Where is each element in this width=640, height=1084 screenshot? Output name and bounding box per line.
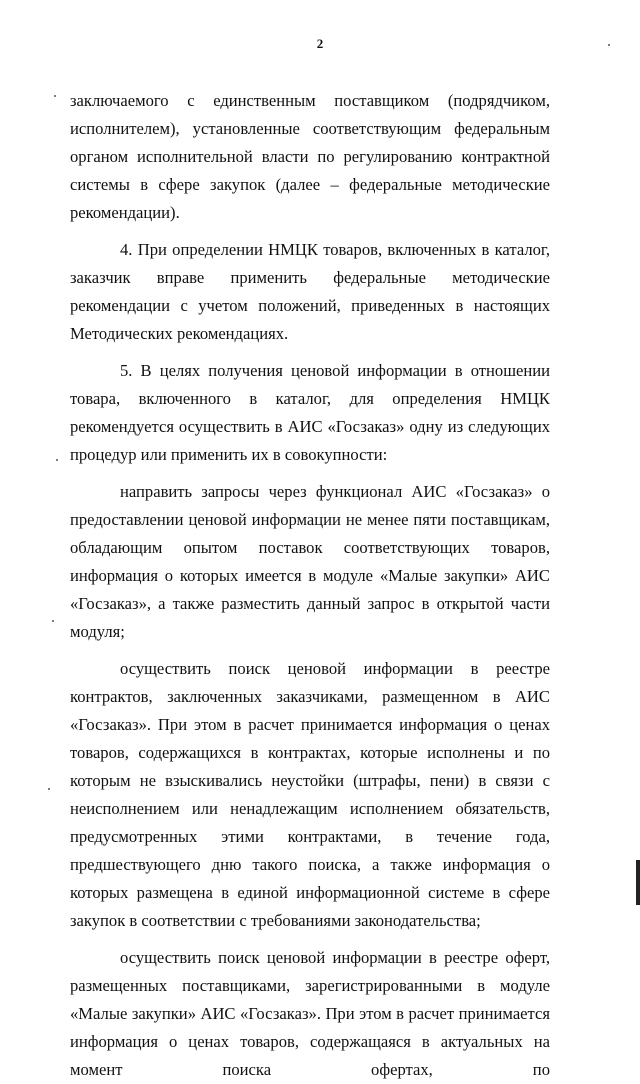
document-body	[70, 87, 550, 1084]
page-number: 2	[316, 36, 324, 51]
scan-speck	[48, 788, 50, 790]
scan-speck	[56, 459, 58, 461]
scan-edge-shadow	[636, 860, 640, 905]
scan-speck	[52, 620, 54, 622]
paragraph-procedure-offers: осуществить поиск ценовой информации в реестре оферт, размещенных поставщиками, зарегистрированными в модуле «Малые закупки» АИС «Госзаказ». При этом в расчет принимается информация о ценах товаров, содержащаяся в актуальных на момент поиска офертах, по	[70, 948, 550, 1079]
paragraph-item-4: 4. При определении НМЦК товаров, включенных в каталог, заказчик вправе применить федеральные методические рекомендации с учетом положений, приведенных в настоящих Методических рекомендациях.	[70, 240, 550, 343]
paragraph-procedure-contracts: осуществить поиск ценовой информации в реестре контрактов, заключенных заказчиками, размещенном в АИС «Госзаказ». При этом в расчет принимается информация о ценах товаров, содержащихся в контрактах, которые исполнены и по которым не взыскивались неустойки (штрафы, пени) в связи с неисполнением или ненадлежащим исполнением обязательств, предусмотренных этими контрактами, в течение года, предшествующего дню такого поиска, а также информация о которых размещена в единой информационной системе в сфере закупок в соответствии с требованиями законодательства;	[70, 659, 550, 930]
scan-speck	[608, 44, 610, 46]
paragraph-item-5: 5. В целях получения ценовой информации в отношении товара, включенного в каталог, для определения НМЦК рекомендуется осуществить в АИС «Госзаказ» одну из следующих процедур или применить их в совокупности:	[70, 361, 550, 464]
paragraph-procedure-requests: направить запросы через функционал АИС «Госзаказ» о предоставлении ценовой информации не менее пяти поставщикам, обладающим опытом поставок соответствующих товаров, информация о которых имеется в модуле «Малые закупки» АИС «Госзаказ», а также разместить данный запрос в открытой части модуля;	[70, 482, 550, 641]
paragraph-continuation: заключаемого с единственным поставщиком (подрядчиком, исполнителем), установленные соответствующим федеральным органом исполнительной власти по регулированию контрактной системы в сфере закупок (далее – федеральные методические рекомендации).	[70, 91, 550, 222]
scan-speck	[54, 95, 56, 97]
